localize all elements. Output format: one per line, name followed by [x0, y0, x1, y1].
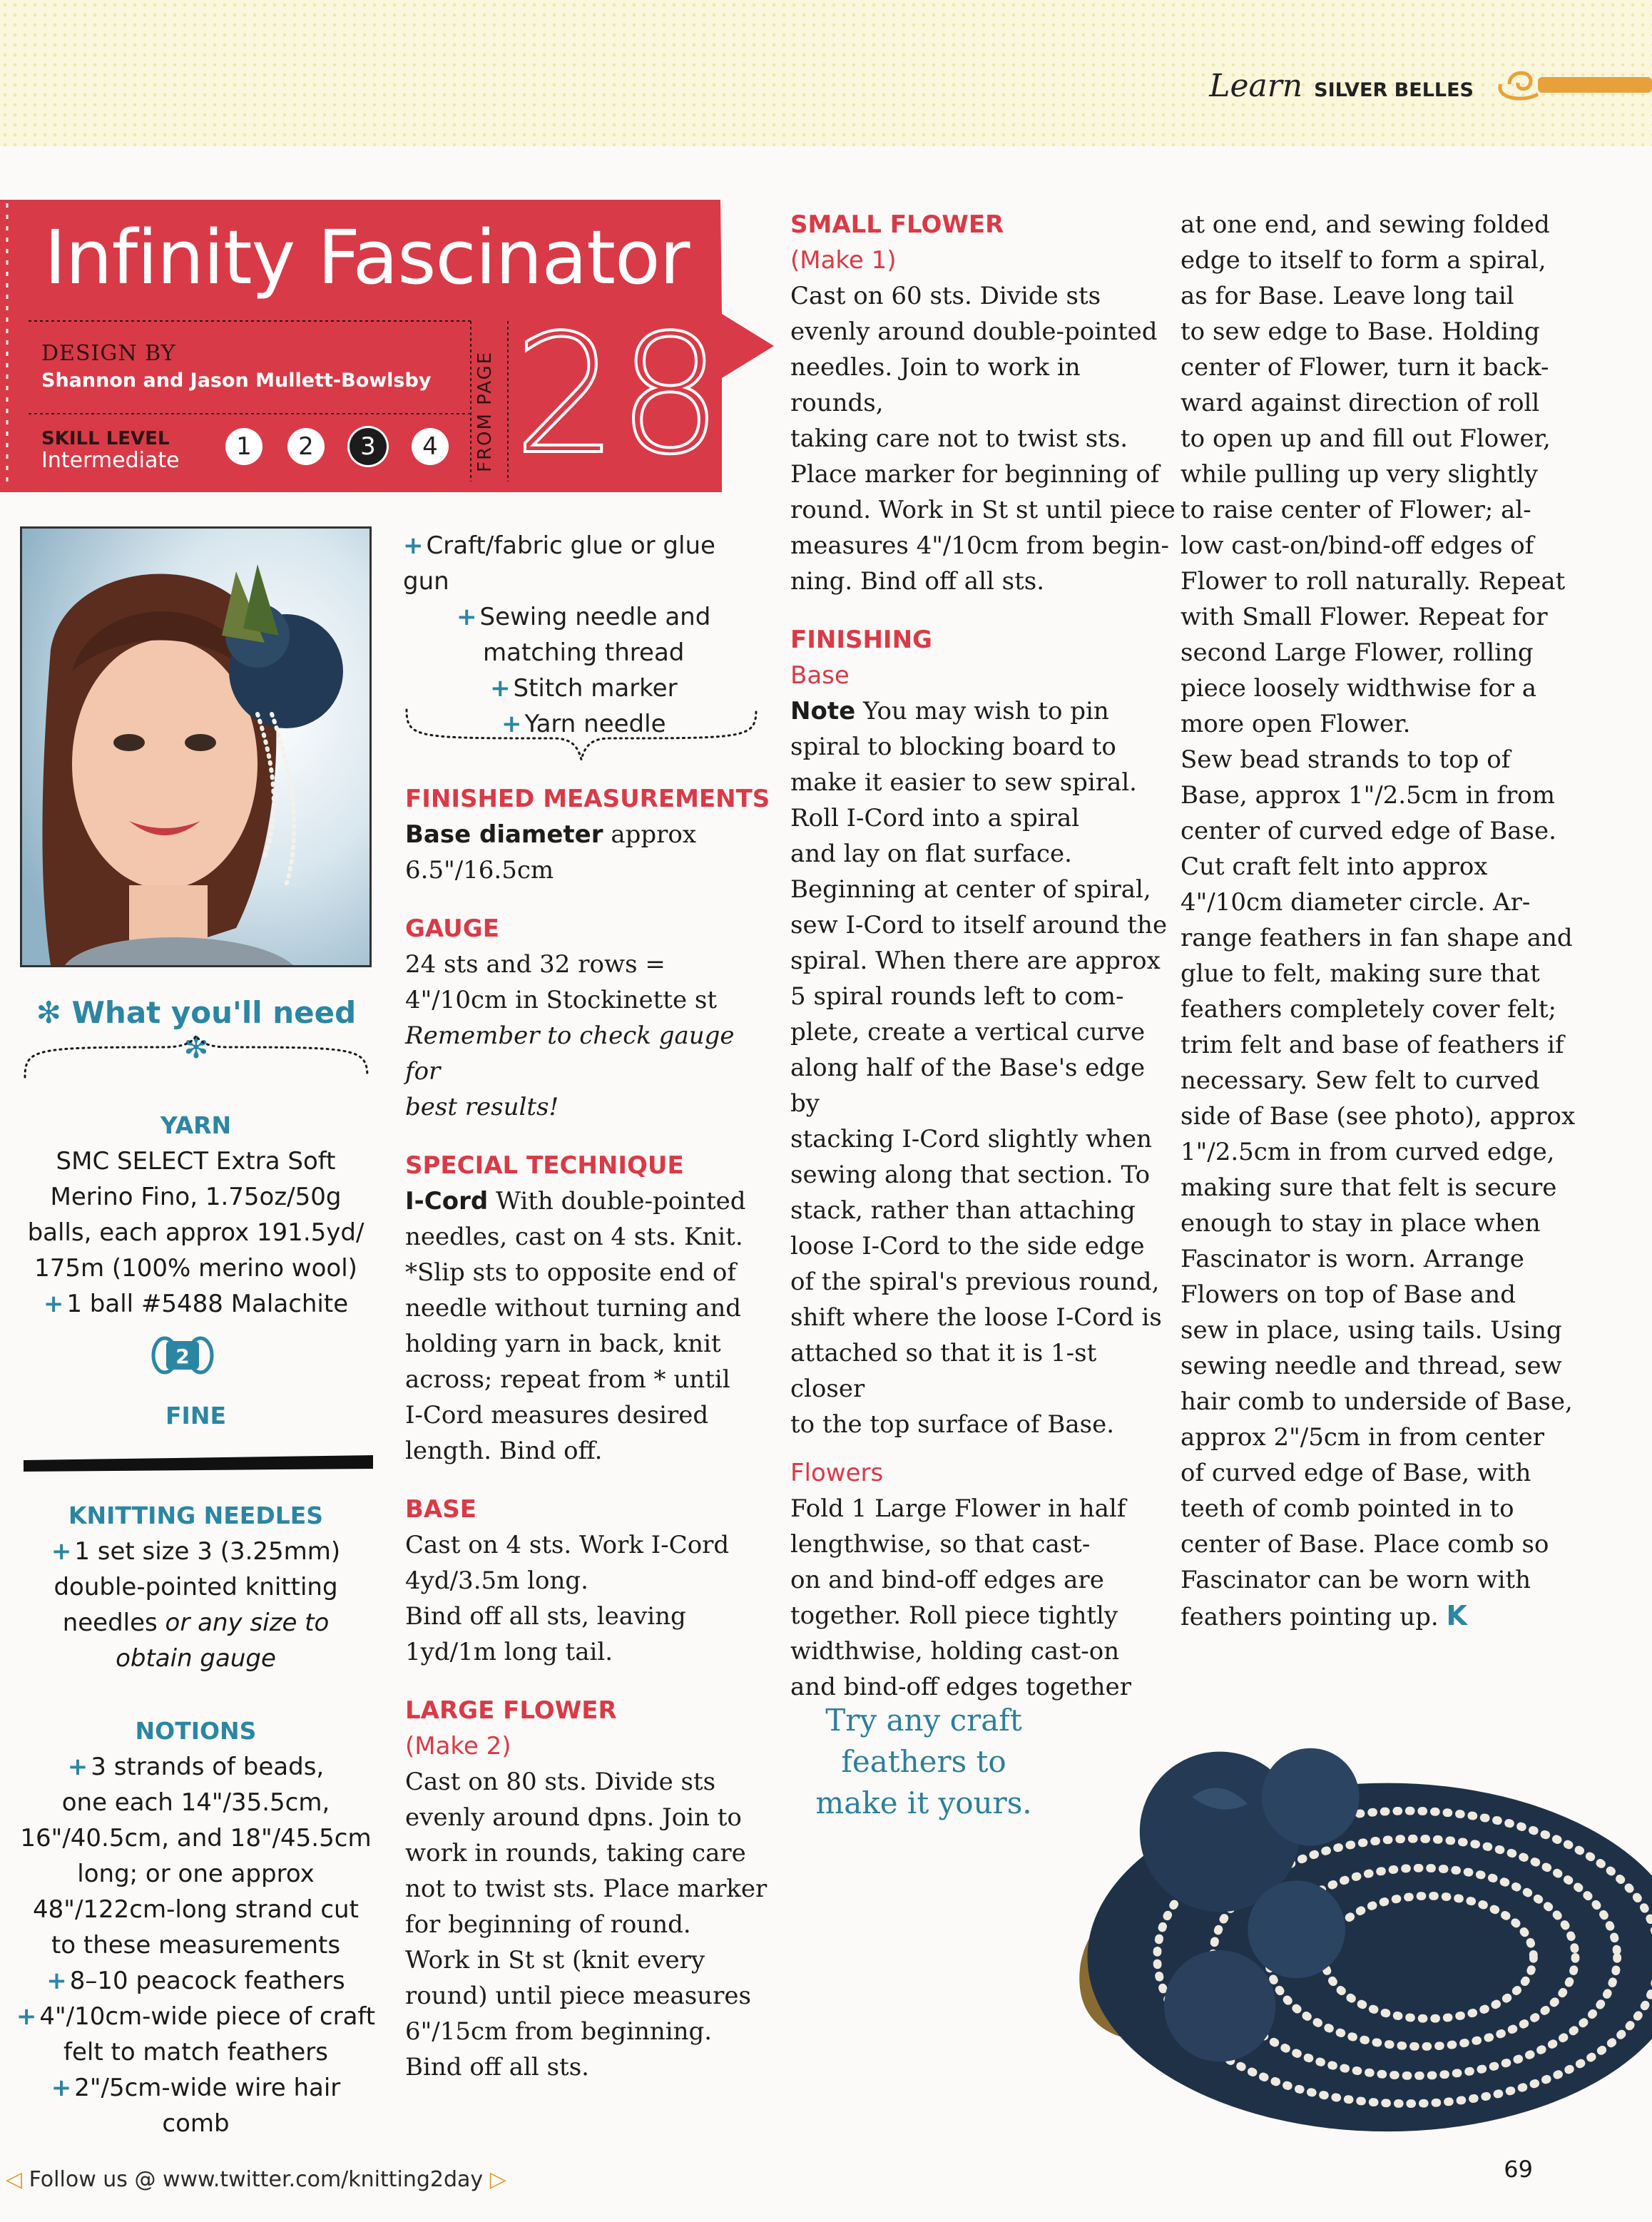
text-line: Cut craft felt into approx [1181, 852, 1488, 881]
from-page-label: FROM PAGE [474, 350, 496, 472]
section-script: Learn [1209, 68, 1303, 104]
needles-text: needles [62, 1609, 158, 1637]
text-line: and lay on flat surface. [790, 840, 1072, 868]
column-2 [405, 781, 776, 2085]
text-line: 4yd/3.5m long. [405, 1566, 588, 1595]
needles-text: 1 set size 3 (3.25mm) [74, 1537, 341, 1566]
needles-line: double-pointed knitting [53, 1573, 338, 1601]
text-line: enough to stay in place when [1181, 1209, 1541, 1238]
text-line: teeth of comb pointed in to [1181, 1494, 1514, 1523]
model-photo [20, 526, 372, 967]
note-text: You may wish to pin [862, 697, 1109, 725]
text-line: center of Flower, turn it back- [1181, 353, 1549, 382]
yarn-ball-line: + 1 ball #5488 Malachite [43, 1290, 349, 1318]
designer-names: Shannon and Jason Mullett-Bowlsby [41, 370, 432, 392]
text-line: Base, approx 1"/2.5cm in from [1181, 781, 1555, 810]
notions-section [16, 1713, 376, 2141]
text-line: Flower to roll naturally. Repeat [1181, 567, 1566, 596]
text-line: length. Bind off. [405, 1437, 603, 1465]
small-flower-heading: SMALL FLOWER [790, 210, 1004, 239]
section-title: SILVER BELLES [1314, 79, 1474, 101]
notion-line: + Craft/fabric glue or glue gun [403, 531, 715, 596]
text-line: 6.5"/16.5cm [405, 856, 554, 885]
text-line: center of Base. Place comb so [1181, 1530, 1549, 1559]
text-line: and bind-off edges together [790, 1673, 1131, 1701]
text-line [790, 693, 1176, 729]
text-line: 4"/10cm in Stockinette st [405, 986, 717, 1014]
notion-text: Yarn needle [524, 710, 666, 738]
text-line: Fold 1 Large Flower in half [790, 1494, 1126, 1523]
text-line: edge to itself to form a spiral, [1181, 246, 1546, 275]
text-line: sewing needle and thread, sew [1181, 1352, 1562, 1380]
notion-line: to these measurements [51, 1931, 341, 1959]
text-line: work in rounds, taking care [405, 1839, 746, 1867]
text-line: feathers completely cover felt; [1181, 995, 1556, 1024]
notion-text: Stitch marker [513, 674, 678, 703]
text-line: shift where the loose I-Cord is [790, 1303, 1162, 1332]
base-heading: BASE [405, 1495, 476, 1524]
text-line: low cast-on/bind-off edges of [1181, 531, 1534, 560]
needles-heading: KNITTING NEEDLES [68, 1502, 324, 1529]
needle-divider [24, 1452, 373, 1473]
yarn-line: 175m (100% merino wool) [34, 1254, 357, 1283]
needles-section [16, 1498, 376, 1676]
text-line: 6"/15cm from beginning. [405, 2017, 713, 2046]
finishing-heading: FINISHING [790, 626, 932, 654]
notion-line: + Sewing needle and [457, 603, 711, 631]
text-line: of the spiral's previous round, [790, 1268, 1160, 1296]
text-line: evenly around double-pointed [790, 317, 1158, 346]
text-line: ward against direction of roll [1181, 389, 1540, 417]
brace-divider-closing [403, 706, 760, 763]
text-line: as for Base. Leave long tail [1181, 282, 1514, 310]
small-flower-sub: (Make 1) [790, 246, 897, 275]
text-line: Cast on 60 sts. Divide sts [790, 282, 1101, 310]
text-line: sewing along that section. To [790, 1161, 1151, 1189]
text-line: lengthwise, so that cast- [790, 1530, 1091, 1559]
finished-measurements-heading: FINISHED MEASUREMENTS [405, 785, 770, 813]
text-line: not to twist sts. Place marker [405, 1875, 768, 1903]
text-line [405, 1183, 776, 1219]
text-line: stacking I-Cord slightly when [790, 1125, 1153, 1153]
text-line: approx 2"/5cm in from center [1181, 1423, 1544, 1452]
notion-line: 48"/122cm-long strand cut [33, 1895, 359, 1924]
finished-label: Base diameter [405, 820, 603, 849]
skill-level-1: 1 [225, 428, 262, 465]
text-line: on and bind-off edges are [790, 1566, 1104, 1594]
text-line: plete, create a vertical curve [790, 1018, 1146, 1046]
gauge-heading: GAUGE [405, 914, 499, 943]
text-line: needles. Join to work in rounds, [790, 353, 1081, 417]
text-line: holding yarn in back, knit [405, 1330, 721, 1358]
text-line: to sew edge to Base. Holding [1181, 317, 1540, 346]
text-line: of curved edge of Base, with [1181, 1459, 1531, 1487]
text-line: range feathers in fan shape and [1181, 924, 1573, 952]
text-line: stack, rather than attaching [790, 1196, 1136, 1225]
triangle-right-icon: ▷ [489, 2167, 506, 2192]
notion-line: matching thread [483, 638, 685, 667]
text-line: center of curved edge of Base. [1181, 817, 1556, 845]
text-line: 24 sts and 32 rows = [405, 950, 666, 979]
finishing-base-sub: Base [790, 661, 850, 690]
text-line: Sew bead strands to top of [1181, 745, 1511, 774]
skill-level-value: Intermediate [41, 448, 180, 473]
notion-text: Sewing needle and [479, 603, 711, 631]
text-line: Remember to check gauge for [405, 1021, 735, 1086]
fascinator-photo [920, 1708, 1652, 2136]
from-page-number: 28 [514, 300, 723, 491]
text-line: while pulling up very slightly [1181, 460, 1539, 489]
text-line: with Small Flower. Repeat for [1181, 603, 1548, 631]
yarn-line: balls, each approx 191.5yd/ [27, 1218, 364, 1247]
text-line: spiral to blocking board to [790, 733, 1116, 761]
text-line: Cast on 4 sts. Work I-Cord [405, 1531, 730, 1559]
needles-line: obtain gauge [116, 1644, 276, 1673]
skill-level-2: 2 [287, 428, 325, 465]
text-line: *Slip sts to opposite end of [405, 1258, 736, 1287]
notion-line: + 3 strands of beads, [67, 1753, 325, 1781]
quote-line: make it yours. [815, 1785, 1032, 1820]
text-line: attached so that it is 1-st closer [790, 1339, 1097, 1403]
design-by-label: DESIGN BY [41, 341, 176, 366]
notion-text: 2"/5cm-wide wire hair comb [74, 2074, 341, 2138]
what-youll-need-text: What you'll need [71, 995, 357, 1030]
footer-follow [6, 2167, 506, 2192]
text-line: Roll I-Cord into a spiral [790, 804, 1080, 832]
text-line: across; repeat from * until [405, 1365, 730, 1394]
notion-line: one each 14"/35.5cm, [61, 1788, 330, 1817]
note-label: Note [790, 697, 856, 725]
text-line: along half of the Base's edge by [790, 1054, 1146, 1118]
text-line [1181, 1598, 1580, 1635]
notion-line: 16"/40.5cm, and 18"/45.5cm [20, 1824, 372, 1852]
text-line: 1yd/1m long tail. [405, 1638, 613, 1666]
text-line: necessary. Sew felt to curved [1181, 1066, 1540, 1095]
needles-line: + 1 set size 3 (3.25mm) [51, 1537, 341, 1566]
text-line: for beginning of round. [405, 1910, 691, 1939]
column-3 [790, 207, 1176, 1705]
text-line: 1"/2.5cm in from curved edge, [1181, 1138, 1555, 1166]
text-line [405, 817, 776, 852]
notions-heading: NOTIONS [135, 1717, 257, 1745]
text-line: hair comb to underside of Base, [1181, 1387, 1573, 1416]
text-line: taking care not to twist sts. [790, 424, 1128, 453]
notion-text: 8–10 peacock feathers [69, 1967, 345, 1995]
text-line: measures 4"/10cm from begin- [790, 531, 1169, 560]
text-line: together. Roll piece tightly [790, 1601, 1118, 1630]
text-line: at one end, and sewing folded [1181, 210, 1550, 239]
twitter-link[interactable]: Follow us @ www.twitter.com/knitting2day [29, 2167, 484, 2192]
yarn-ball-text: 1 ball #5488 Malachite [66, 1290, 349, 1318]
text-line: evenly around dpns. Join to [405, 1803, 742, 1832]
page-number: 69 [1504, 2156, 1533, 2183]
text-line: glue to felt, making sure that [1181, 959, 1540, 988]
yarn-weight-number: 2 [175, 1345, 190, 1368]
text-line: spiral. When there are approx [790, 947, 1161, 975]
technique-text: With double-pointed [496, 1187, 746, 1216]
text-line: I-Cord measures desired [405, 1401, 709, 1429]
text-line: more open Flower. [1181, 710, 1411, 738]
skill-level-label: SKILL LEVEL [41, 428, 170, 449]
column-4 [1181, 207, 1580, 1635]
quote-line: feathers to [841, 1744, 1006, 1779]
skill-level-4: 4 [412, 428, 449, 465]
yarn-line: Merino Fino, 1.75oz/50g [50, 1183, 342, 1211]
text-line: sew I-Cord to itself around the [790, 911, 1168, 939]
text-line: 4"/10cm diameter circle. Ar- [1181, 888, 1531, 917]
yarn-weight-label: FINE [165, 1402, 226, 1429]
text-line: ning. Bind off all sts. [790, 567, 1045, 596]
text-last: feathers pointing up. [1181, 1603, 1439, 1631]
text-line: best results! [405, 1093, 559, 1121]
triangle-left-icon: ◁ [6, 2167, 23, 2192]
yarn-skein-icon [151, 1332, 215, 1378]
technique-label: I-Cord [405, 1187, 489, 1216]
pattern-title: Infinity Fascinator [44, 214, 690, 301]
text-line: piece loosely widthwise for a [1181, 674, 1537, 703]
notion-line: felt to match feathers [63, 2038, 328, 2066]
text-line: Fascinator can be worn with [1181, 1566, 1531, 1594]
notion-line: + 4"/10cm-wide piece of craft [16, 2002, 376, 2031]
text-line: to raise center of Flower; al- [1181, 496, 1531, 524]
text-line: Work in St st (knit every [405, 1946, 705, 1974]
text-line: make it easier to sew spiral. [790, 768, 1137, 797]
text-line: sew in place, using tails. Using [1181, 1316, 1562, 1345]
section-header [1209, 68, 1474, 103]
text-line: making sure that felt is secure [1181, 1173, 1557, 1202]
text-line: widthwise, holding cast-on [790, 1637, 1120, 1666]
text-line: Flowers on top of Base and [1181, 1280, 1516, 1309]
text-line: side of Base (see photo), approx [1181, 1102, 1576, 1131]
notion-line: + Stitch marker [490, 674, 678, 703]
text-line: Place marker for beginning of [790, 460, 1160, 489]
text-line: to open up and fill out Flower, [1181, 424, 1551, 453]
text-line: Fascinator is worn. Arrange [1181, 1245, 1524, 1273]
snowflake-icon: ✻ [183, 1030, 209, 1065]
needles-italic: or any size to [165, 1609, 330, 1637]
large-flower-heading: LARGE FLOWER [405, 1696, 617, 1725]
text-line: trim felt and base of feathers if [1181, 1031, 1564, 1059]
text-line: round. Work in St st until piece [790, 496, 1176, 524]
notion-line: + Yarn needle [501, 710, 666, 738]
notion-line: + 2"/5cm-wide wire hair comb [51, 2074, 341, 2138]
text-line: Bind off all sts. [405, 2053, 589, 2081]
text-line: 5 spiral rounds left to com- [790, 982, 1124, 1011]
text-line: needles, cast on 4 sts. Knit. [405, 1223, 743, 1251]
notion-line: + 8–10 peacock feathers [46, 1967, 345, 1995]
text-line: needle without turning and [405, 1294, 742, 1323]
end-mark-icon: K [1446, 1600, 1467, 1631]
yarn-line: SMC SELECT Extra Soft [56, 1147, 336, 1176]
special-technique-heading: SPECIAL TECHNIQUE [405, 1151, 684, 1180]
text-line: Beginning at center of spiral, [790, 875, 1151, 904]
needles-line [16, 1605, 376, 1641]
notion-text: 3 strands of beads, [91, 1753, 325, 1781]
text-line: Bind off all sts, leaving [405, 1602, 686, 1631]
notion-text: Craft/fabric glue or glue gun [403, 531, 715, 596]
text-line: loose I-Cord to the side edge [790, 1232, 1145, 1260]
text-line: to the top surface of Base. [790, 1410, 1115, 1439]
brace-divider [21, 1034, 371, 1084]
skill-level-3: 3 [350, 428, 387, 465]
snowflake-icon: ✻ [36, 995, 61, 1030]
text-line: second Large Flower, rolling [1181, 638, 1534, 667]
text-line: round) until piece measures [405, 1982, 751, 2010]
notion-line: long; or one approx [77, 1860, 315, 1888]
text-line: Cast on 80 sts. Divide sts [405, 1768, 716, 1796]
flowers-sub: Flowers [790, 1459, 884, 1487]
finished-text: approx [611, 820, 697, 849]
quote-line: Try any craft [825, 1703, 1022, 1738]
yarn-heading: YARN [160, 1111, 232, 1139]
scroll-ornament-icon [1481, 63, 1652, 106]
yarn-section [16, 1108, 376, 1322]
notion-text: 4"/10cm-wide piece of craft [39, 2002, 376, 2031]
large-flower-sub: (Make 2) [405, 1732, 511, 1760]
